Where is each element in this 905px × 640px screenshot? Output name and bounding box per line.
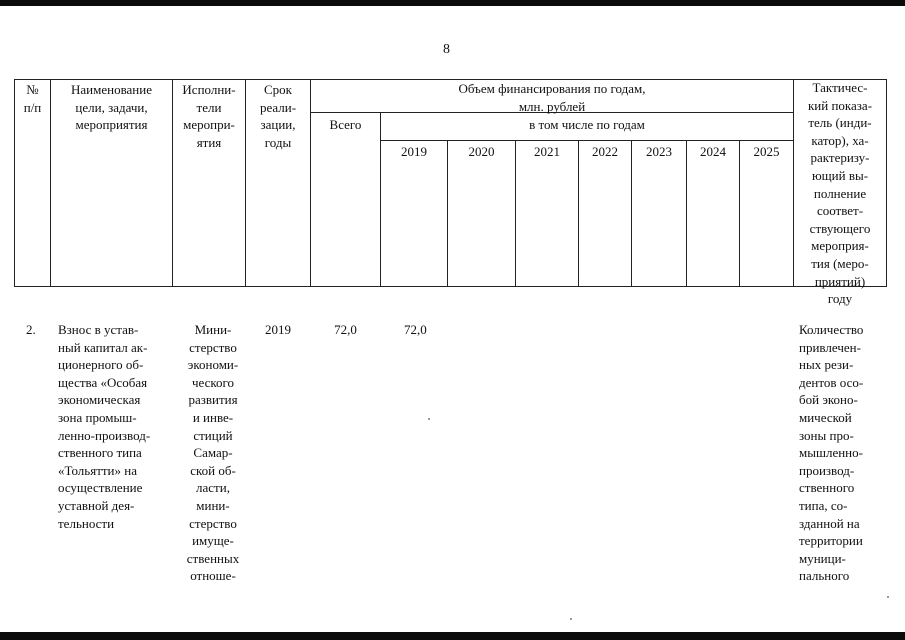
row-indicator: Количество привлечен- ных рези- дентов осо- бой эконо- мической зоны про- мышленно- производ- ственного типа, со- зданной на территории муници- пального [799, 322, 864, 584]
header-indicator: Тактичес- кий показа- тель (инди- катор), ха- рактеризу- ющий вы- полнение соответ- ствующего мероприя- тия (меро- приятий) году [807, 80, 873, 307]
scan-speck [428, 418, 430, 420]
col-rule-8 [578, 140, 579, 287]
col-rule-11 [739, 140, 740, 287]
header-year-2024: 2024 [700, 144, 726, 159]
col-rule-7 [515, 140, 516, 287]
row-num: 2. [26, 322, 36, 337]
scan-bottom-border [0, 632, 905, 640]
col-rule-5 [380, 112, 381, 287]
header-year-2021: 2021 [534, 144, 560, 159]
col-rule-6 [447, 140, 448, 287]
row-term: 2019 [265, 322, 291, 337]
years-subheader-rule [380, 140, 793, 141]
row-name: Взнос в устав- ный капитал ак- ционерного об- щества «Особая экономическая зона промыш- ленно-производ- ственного типа «Тольятти» на осуществление уставной дея- тельности [58, 322, 151, 531]
col-rule-13 [886, 79, 887, 287]
header-funding: Объем финансирования по годам, млн. рублей [458, 81, 646, 114]
scan-top-border [0, 0, 905, 6]
header-executors: Исполни- тели меропри- ятия [182, 82, 236, 150]
col-rule-10 [686, 140, 687, 287]
col-rule-9 [631, 140, 632, 287]
header-year-2023: 2023 [646, 144, 672, 159]
header-bottom-rule [14, 286, 886, 287]
header-year-2019: 2019 [401, 144, 427, 159]
scan-speck [887, 596, 889, 598]
row-year-2019: 72,0 [404, 322, 427, 337]
header-including: в том числе по годам [529, 117, 645, 132]
header-year-2025: 2025 [753, 144, 780, 159]
row-executors: Мини- стерство экономи- ческого развития и инве- стиций Самар- ской об- ласти, мини- стерство имуще- ственных отноше- [186, 322, 240, 584]
header-name: Наименование цели, задачи, мероприятия [71, 82, 152, 133]
header-num: № п/п [23, 82, 42, 115]
page-number: 8 [443, 42, 450, 57]
header-year-2022: 2022 [592, 144, 618, 159]
scan-speck [570, 618, 572, 620]
header-year-2020: 2020 [468, 144, 495, 159]
header-term: Срок реали- зации, годы [259, 82, 297, 150]
header-total: Всего [329, 117, 362, 132]
row-total: 72,0 [334, 322, 357, 337]
